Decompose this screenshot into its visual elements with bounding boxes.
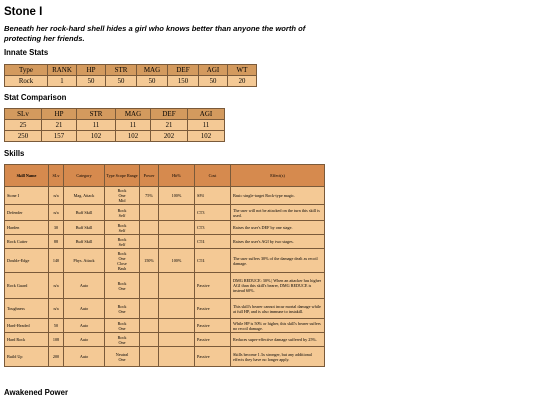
skill-name: Stone I — [5, 187, 49, 205]
skill-effect: The user will not be attacked on the turn this skill is used. — [231, 205, 325, 221]
table-row — [5, 235, 325, 249]
skill-type-scope-range: Rock One — [105, 273, 140, 299]
skills-header-cell: Cost — [195, 165, 231, 187]
skill-slv: n/a — [49, 299, 64, 319]
table-row — [5, 319, 325, 333]
skill-name: Double-Edge — [5, 249, 49, 273]
innate-value-cell: 50 — [199, 76, 228, 87]
skill-type-scope-range: Rock One Close Bash — [105, 249, 140, 273]
stat-comparison-heading: Stat Comparison — [4, 93, 67, 102]
skill-hit — [159, 273, 195, 299]
skill-category: Auto — [64, 299, 105, 319]
innate-value-cell: 50 — [77, 76, 106, 87]
skill-hit — [159, 319, 195, 333]
skill-power — [140, 235, 159, 249]
skill-category: Auto — [64, 273, 105, 299]
skill-category: Auto — [64, 333, 105, 347]
skill-cost: Passive — [195, 299, 231, 319]
skill-type-scope-range: Rock One Mid — [105, 187, 140, 205]
skill-slv: n/a — [49, 187, 64, 205]
skill-hit: 100% — [159, 249, 195, 273]
skill-power — [140, 221, 159, 235]
skill-type-scope-range: Rock Self — [105, 221, 140, 235]
comparison-header-cell: SLv — [5, 109, 42, 120]
comparison-header-cell: HP — [42, 109, 77, 120]
skills-heading: Skills — [4, 149, 25, 158]
skill-slv: n/a — [49, 273, 64, 299]
comparison-value-cell: 202 — [151, 131, 188, 142]
table-row — [5, 347, 325, 367]
awakened-power-heading: Awakened Power — [4, 388, 68, 397]
skill-slv: 200 — [49, 347, 64, 367]
skill-effect: This skill's bearer cannot incur mortal damage while at full HP, and is also immune to instakill. — [231, 299, 325, 319]
comparison-value-cell: 102 — [116, 131, 151, 142]
table-row — [5, 205, 325, 221]
skills-header-cell: Category — [64, 165, 105, 187]
innate-value-cell: 1 — [48, 76, 77, 87]
skill-power: 75% — [140, 187, 159, 205]
skill-category: Buff Skill — [64, 235, 105, 249]
skill-cost: Passive — [195, 319, 231, 333]
innate-header-cell: STR — [106, 65, 137, 76]
skill-hit — [159, 299, 195, 319]
innate-value-cell: 150 — [168, 76, 199, 87]
skill-effect: While HP is 50% or higher, this skill's bearer suffers no recoil damage. — [231, 319, 325, 333]
table-row — [5, 187, 325, 205]
skills-header-cell: SLv — [49, 165, 64, 187]
comparison-value-cell: 11 — [116, 120, 151, 131]
skill-slv: 108 — [49, 333, 64, 347]
comparison-value-cell: 11 — [77, 120, 116, 131]
skill-slv: 30 — [49, 221, 64, 235]
skills-header-cell: Effect(s) — [231, 165, 325, 187]
comparison-value-cell: 157 — [42, 131, 77, 142]
comparison-header-cell: DEF — [151, 109, 188, 120]
comparison-value-cell: 250 — [5, 131, 42, 142]
skill-category: Buff Skill — [64, 221, 105, 235]
skill-effect: The user suffers 30% of the damage dealt as recoil damage. — [231, 249, 325, 273]
page-title: Stone I — [4, 6, 43, 18]
comparison-value-cell: 102 — [77, 131, 116, 142]
comparison-header-cell: STR — [77, 109, 116, 120]
table-row — [5, 221, 325, 235]
skill-type-scope-range: Rock Self — [105, 235, 140, 249]
comparison-value-cell: 25 — [5, 120, 42, 131]
skill-hit — [159, 347, 195, 367]
skill-category: Auto — [64, 319, 105, 333]
skill-effect: Raises the user's DEF by one stage. — [231, 221, 325, 235]
comparison-value-cell: 102 — [188, 131, 225, 142]
skill-name: Defender — [5, 205, 49, 221]
comparison-value-cell: 21 — [151, 120, 188, 131]
innate-header-cell: MAG — [137, 65, 168, 76]
skill-cost: Passive — [195, 333, 231, 347]
skill-slv: 50 — [49, 319, 64, 333]
skill-name: Hard-Headed — [5, 319, 49, 333]
skill-category: Auto — [64, 347, 105, 367]
stat-comparison-table — [4, 108, 225, 142]
skill-slv: n/a — [49, 205, 64, 221]
skill-hit — [159, 205, 195, 221]
innate-value-cell: 50 — [137, 76, 168, 87]
table-row — [5, 120, 225, 131]
skill-cost: CT4 — [195, 249, 231, 273]
skill-category: Phys. Attack — [64, 249, 105, 273]
skill-slv: 88 — [49, 235, 64, 249]
skills-header-cell: Skill Name — [5, 165, 49, 187]
comparison-value-cell: 11 — [188, 120, 225, 131]
skill-name: Rock Cutter — [5, 235, 49, 249]
innate-stats-table — [4, 64, 257, 87]
skill-effect: Basic single-target Rock-type magic. — [231, 187, 325, 205]
skill-hit — [159, 221, 195, 235]
skills-header-cell: Type Scope Range — [105, 165, 140, 187]
skill-category: Buff Skill — [64, 205, 105, 221]
skill-effect: Raises the user's AGI by two stages. — [231, 235, 325, 249]
innate-value-cell: 50 — [106, 76, 137, 87]
skill-slv: 140 — [49, 249, 64, 273]
skill-hit — [159, 333, 195, 347]
skill-effect: Skills become 1.3x stronger, but any additional effects they have no longer apply. — [231, 347, 325, 367]
comparison-value-cell: 21 — [42, 120, 77, 131]
skill-power — [140, 299, 159, 319]
innate-value-cell: 20 — [228, 76, 257, 87]
skill-hit: 100% — [159, 187, 195, 205]
innate-stats-heading: Innate Stats — [4, 48, 49, 57]
skill-power — [140, 273, 159, 299]
skills-header-cell: Power — [140, 165, 159, 187]
skill-cost: CT4 — [195, 235, 231, 249]
skill-type-scope-range: Rock Self — [105, 205, 140, 221]
innate-value-cell: Rock — [5, 76, 48, 87]
skill-name: Toughness — [5, 299, 49, 319]
table-row — [5, 273, 325, 299]
skill-cost: CT3 — [195, 221, 231, 235]
skill-type-scope-range: Neutral One — [105, 347, 140, 367]
comparison-header-cell: MAG — [116, 109, 151, 120]
skill-category: Mag. Attack — [64, 187, 105, 205]
table-row — [5, 299, 325, 319]
skills-table — [4, 164, 325, 367]
skill-power — [140, 319, 159, 333]
skills-header-cell: Hit% — [159, 165, 195, 187]
skill-type-scope-range: Rock One — [105, 319, 140, 333]
skill-type-scope-range: Rock One — [105, 299, 140, 319]
table-row — [5, 249, 325, 273]
skill-power — [140, 347, 159, 367]
character-quote: Beneath her rock-hard shell hides a girl who knows better than anyone the worth of protecting her friends. — [4, 24, 306, 43]
skill-effect: Reduces super-effective damage suffered by 25%. — [231, 333, 325, 347]
innate-header-cell: WT — [228, 65, 257, 76]
skill-cost: Passive — [195, 273, 231, 299]
skill-hit — [159, 235, 195, 249]
innate-header-cell: AGI — [199, 65, 228, 76]
innate-header-cell: HP — [77, 65, 106, 76]
skill-effect: DMG REDUCE: 30% | When an attacker has higher AGI than this skill's bearer, DMG REDUCE is instead 60%. — [231, 273, 325, 299]
comparison-header-cell: AGI — [188, 109, 225, 120]
skill-power: 150% — [140, 249, 159, 273]
innate-header-cell: Type — [5, 65, 48, 76]
table-row — [5, 131, 225, 142]
skill-cost: CT3 — [195, 205, 231, 221]
innate-header-cell: DEF — [168, 65, 199, 76]
skill-type-scope-range: Rock One — [105, 333, 140, 347]
table-row — [5, 333, 325, 347]
skill-power — [140, 333, 159, 347]
skill-name: Hard Rock — [5, 333, 49, 347]
skill-name: Rock Guard — [5, 273, 49, 299]
innate-header-cell: RANK — [48, 65, 77, 76]
skill-cost: SP4 — [195, 187, 231, 205]
skill-power — [140, 205, 159, 221]
skill-cost: Passive — [195, 347, 231, 367]
skill-name: Build Up — [5, 347, 49, 367]
skill-name: Harden — [5, 221, 49, 235]
